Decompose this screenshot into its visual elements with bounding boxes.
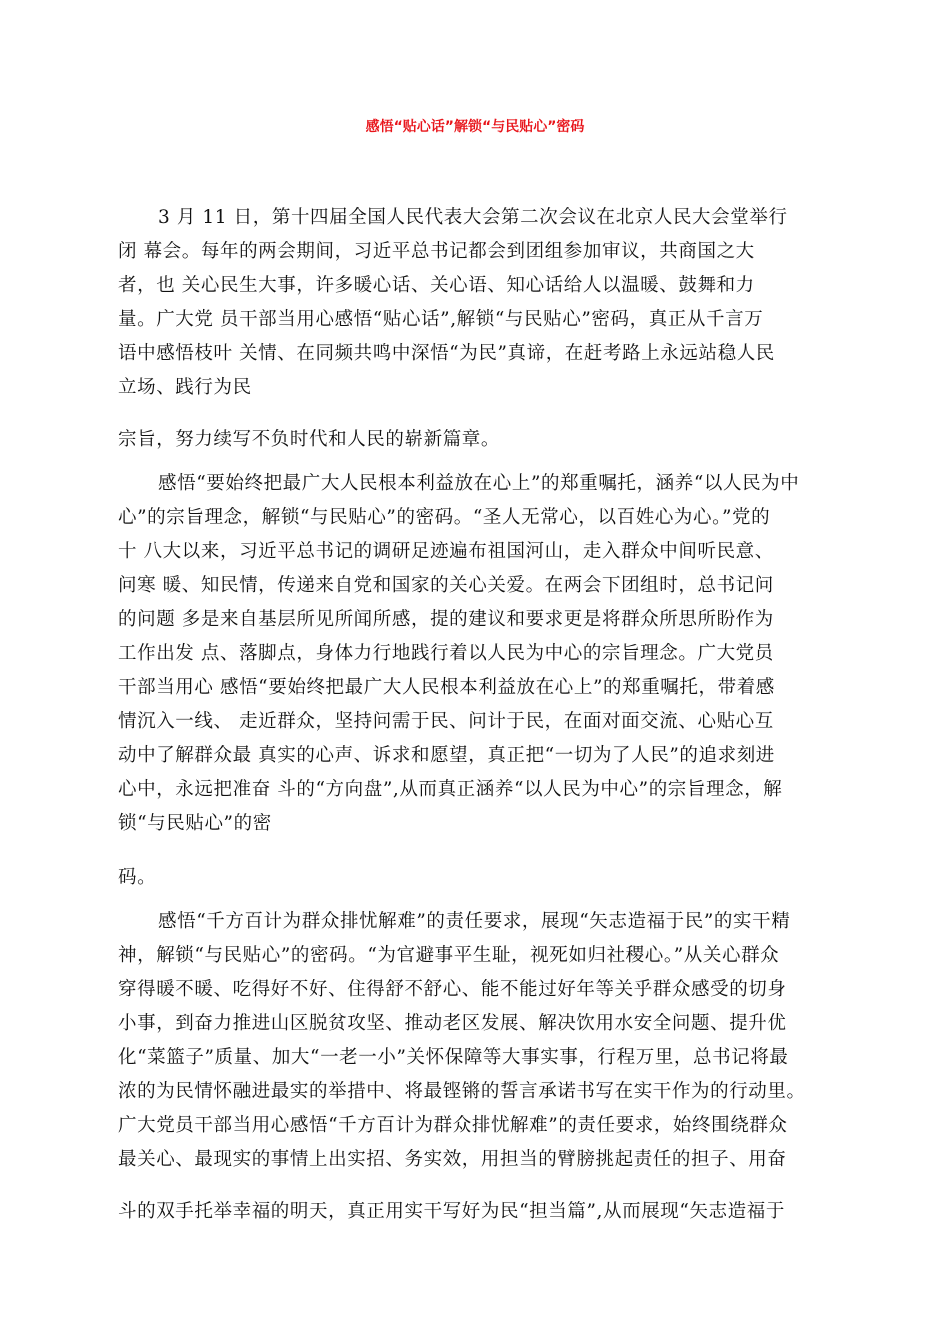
paragraph-line: 十 八大以来，习近平总书记的调研足迹遍布祖国河山，走入群众中间听民意、 <box>118 541 774 562</box>
document-title: 感悟“贴心话”解锁“与民贴心”密码 <box>365 119 585 135</box>
paragraph-line: 穿得暖不暖、吃得好不好、住得舒不舒心、能不能过好年等关乎群众感受的切身 <box>118 979 787 1000</box>
paragraph-line: 动中了解群众最 真实的心声、诉求和愿望，真正把“一切为了人民”的追求刻进 <box>118 745 775 766</box>
paragraph-line: 最关心、最现实的事情上出实招、务实效，用担当的臂膀挑起责任的担子、用奋 <box>118 1149 787 1170</box>
paragraph-line: 立场、践行为民 <box>118 377 252 398</box>
paragraph-line: 干部当用心 感悟“要始终把最广大人民根本利益放在心上”的郑重嘱托，带着感 <box>118 677 775 698</box>
paragraph-line: 语中感悟枝叶 关情、在同频共鸣中深悟“为民”真谛，在赶考路上永远站稳人民 <box>118 343 775 364</box>
paragraph-line: 问寒 暖、知民情，传递来自党和国家的关心关爱。在两会下团组时，总书记问 <box>118 575 774 596</box>
paragraph-line: 感悟“千方百计为群众排忧解难”的责任要求，展现“矢志造福于民”的实干精 <box>158 911 791 932</box>
paragraph-line: 浓的为民情怀融进最实的举措中、将最铿锵的誓言承诺书写在实干作为的行动里。 <box>118 1081 806 1102</box>
paragraph-line: 心中，永远把准奋 斗的“方向盘”,从而真正涵养“以人民为中心”的宗旨理念，解 <box>118 779 783 800</box>
paragraph-line: 情沉入一线、 走近群众，坚持问需于民、问计于民，在面对面交流、心贴心互 <box>118 711 774 732</box>
paragraph-line: 码。 <box>118 867 157 888</box>
paragraph-line: 心”的宗旨理念，解锁“与民贴心”的密码。“圣人无常心，以百姓心为心。”党的 <box>118 507 771 528</box>
paragraph-line: 感悟“要始终把最广大人民根本利益放在心上”的郑重嘱托，涵养“以人民为中 <box>158 473 800 494</box>
paragraph-line: 宗旨，努力续写不负时代和人民的崭新篇章。 <box>118 429 501 450</box>
paragraph-line: 的问题 多是来自基层所见所闻所感，提的建议和要求更是将群众所思所盼作为 <box>118 609 774 630</box>
paragraph-line: 量。广大党 员干部当用心感悟“贴心话”,解锁“与民贴心”密码，真正从千言万 <box>118 309 764 330</box>
paragraph-line: 斗的双手托举幸福的明天，真正用实干写好为民“担当篇”,从而展现“矢志造福于 <box>118 1201 785 1222</box>
paragraph-line: 3 月 11 日，第十四届全国人民代表大会第二次会议在北京人民大会堂举行 <box>158 207 788 228</box>
paragraph-line: 闭 幕会。每年的两会期间，习近平总书记都会到团组参加审议，共商国之大 <box>118 241 755 262</box>
paragraph-line: 锁“与民贴心”的密 <box>118 813 272 834</box>
paragraph-line: 广大党员干部当用心感悟“千方百计为群众排忧解难”的责任要求，始终围绕群众 <box>118 1115 788 1136</box>
paragraph-line: 神，解锁“与民贴心”的密码。“为官避事平生耻，视死如归社稷心。”从关心群众 <box>118 945 780 966</box>
paragraph-line: 化“菜篮子”质量、加大“一老一小”关怀保障等大事实事，行程万里，总书记将最 <box>118 1047 789 1068</box>
paragraph-line: 小事，到奋力推进山区脱贫攻坚、推动老区发展、解决饮用水安全问题、提升优 <box>118 1013 787 1034</box>
paragraph-line: 工作出发 点、落脚点，身体力行地践行着以人民为中心的宗旨理念。广大党员 <box>118 643 774 664</box>
paragraph-line: 者，也 关心民生大事，许多暖心话、关心语、知心话给人以温暖、鼓舞和力 <box>118 275 755 296</box>
